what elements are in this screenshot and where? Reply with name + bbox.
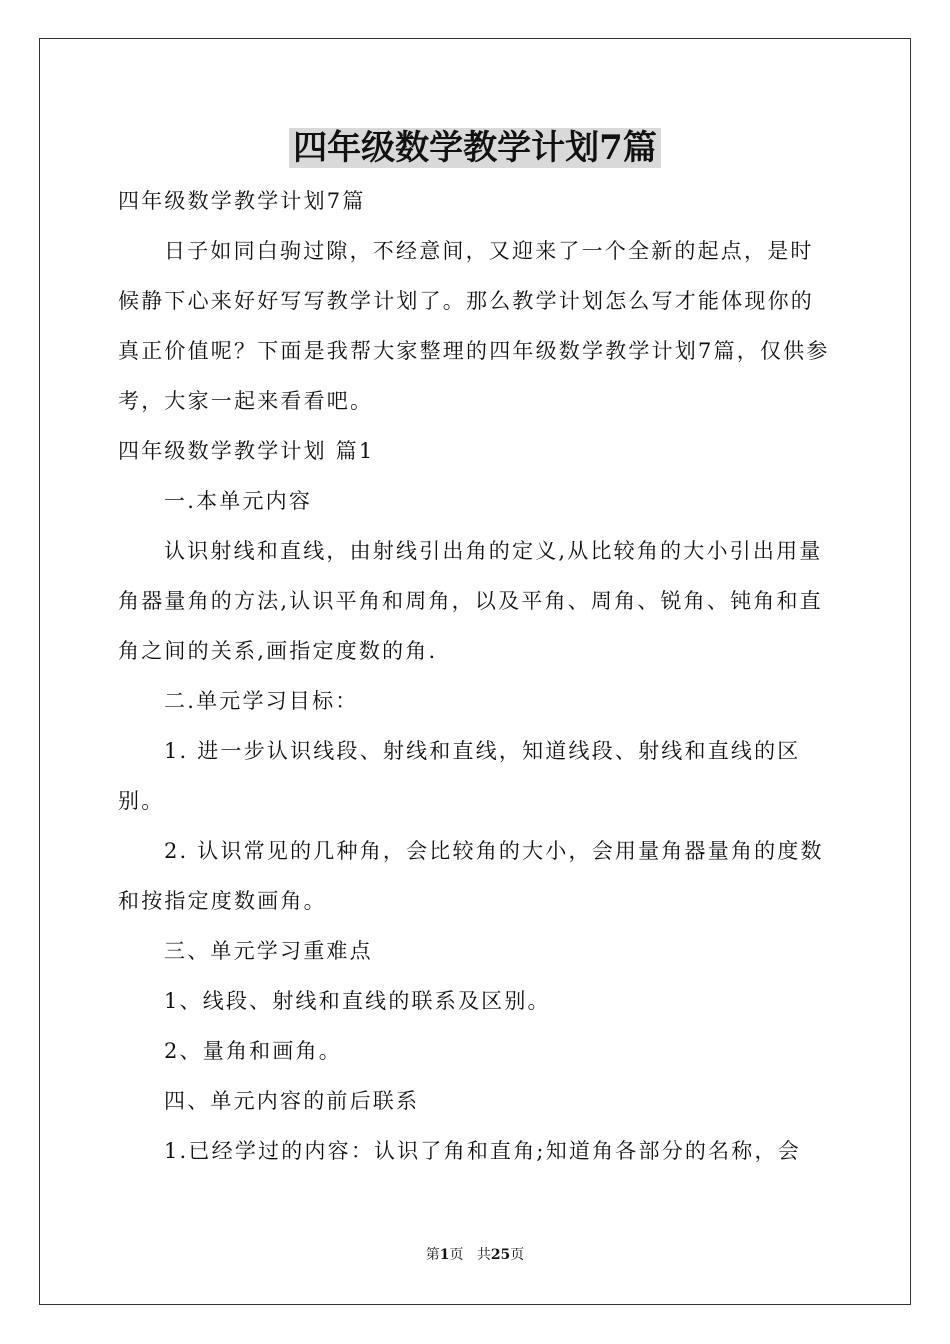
page-number: 1 — [439, 1247, 450, 1263]
document-title-text: 四年级数学教学计划7篇 — [289, 128, 661, 168]
document-body — [118, 176, 834, 1176]
subtitle-paragraph: 四年级数学教学计划7篇 — [118, 189, 366, 213]
subheading-connections: 四、单元内容的前后联系 — [164, 1089, 420, 1113]
subheading-key-points: 三、单元学习重难点 — [164, 939, 373, 963]
list-item: 1、线段、射线和直线的联系及区别。 — [164, 989, 551, 1013]
total-pages: 25 — [490, 1247, 511, 1263]
page-footer — [0, 1245, 950, 1265]
section-heading: 四年级数学教学计划 篇1 — [118, 439, 375, 463]
subheading-learning-goals: 二.单元学习目标： — [164, 689, 359, 713]
list-item: 1.已经学过的内容：认识了角和直角;知道角各部分的名称，会 — [164, 1139, 801, 1163]
total-prefix: 共 — [476, 1247, 491, 1263]
page-prefix: 第 — [425, 1247, 440, 1263]
document-title — [0, 124, 950, 172]
subheading-unit-content: 一.本单元内容 — [164, 489, 313, 513]
page-suffix: 页 — [449, 1247, 464, 1263]
list-item: 2. 认识常见的几种角，会比较角的大小，会用量角器量角的度数和按指定度数画角。 — [118, 839, 824, 913]
body-paragraph: 认识射线和直线，由射线引出角的定义,从比较角的大小引出用量角器量角的方法,认识平角和周角，以及平角、周角、锐角、钝角和直角之间的关系,画指定度数的角. — [118, 539, 823, 663]
total-suffix: 页 — [510, 1247, 525, 1263]
list-item: 2、量角和画角。 — [164, 1039, 342, 1063]
list-item: 1. 进一步认识线段、射线和直线，知道线段、射线和直线的区别。 — [118, 739, 801, 813]
intro-paragraph: 日子如同白驹过隙，不经意间，又迎来了一个全新的起点，是时候静下心来好好写写教学计划了。那么教学计划怎么写才能体现你的真正价值呢？下面是我帮大家整理的四年级数学教学计划7篇，仅供参考，大家一起来看看吧。 — [118, 239, 830, 413]
